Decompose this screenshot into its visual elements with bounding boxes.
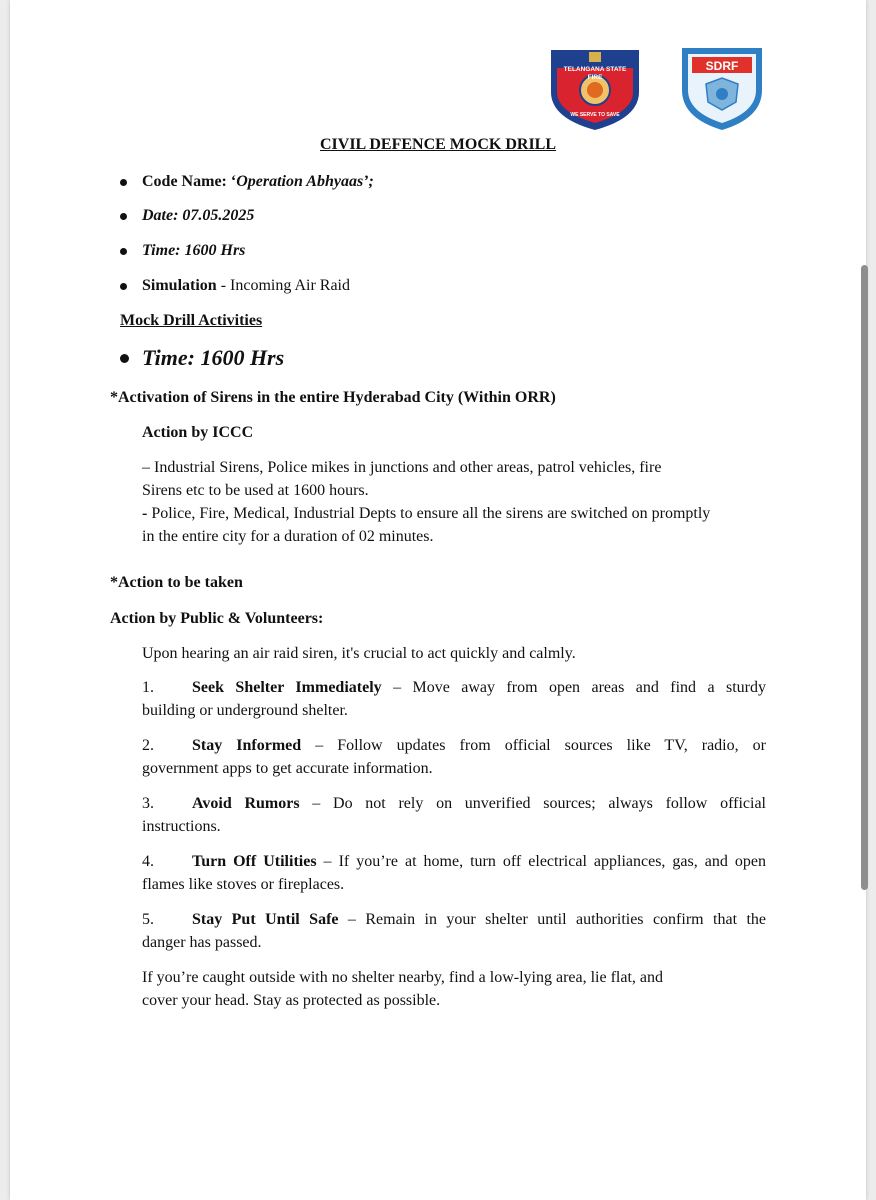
step-text: instructions. — [142, 818, 221, 835]
step-text: – Follow updates from official sources like TV, radio, or — [301, 737, 766, 754]
list-item — [142, 679, 766, 727]
bullet-dot — [120, 213, 127, 220]
iccc-line: in the entire city for a duration of 02 minutes. — [142, 528, 434, 545]
simulation-label: Simulation — [142, 277, 217, 294]
closing-line: If you’re caught outside with no shelter nearby, find a low-lying area, lie flat, and — [142, 969, 664, 986]
document-title: CIVIL DEFENCE MOCK DRILL — [319, 136, 557, 153]
list-item — [142, 911, 766, 959]
logo-text: SDRF — [705, 59, 739, 73]
step-text: building or underground shelter. — [142, 702, 348, 719]
iccc-line — [142, 505, 710, 523]
scrollbar[interactable] — [861, 265, 868, 890]
simulation-value: - Incoming Air Raid — [216, 277, 350, 294]
step-text: danger has passed. — [142, 934, 262, 951]
date-text: Date: 07.05.2025 — [142, 207, 255, 224]
logo-text: FIRE — [587, 74, 603, 81]
mock-drill-heading: Mock Drill Activities — [120, 312, 263, 329]
logo-text: WE SERVE TO SAVE — [570, 112, 620, 118]
bullet-dot — [120, 179, 127, 186]
code-name-label: Code Name: ‘ — [142, 173, 237, 190]
list-item — [142, 853, 766, 901]
step-title: Stay Put Until Safe — [192, 911, 339, 928]
step-text: – Do not rely on unverified sources; always follow official — [299, 795, 766, 812]
iccc-line-text: Police, Fire, Medical, Industrial Depts to ensure all the sirens are switched on promptly — [151, 505, 711, 522]
step-number: 4. — [142, 853, 154, 870]
step-text: flames like stoves or fireplaces. — [142, 876, 345, 893]
logo-text: TELANGANA STATE — [563, 66, 627, 73]
step-title: Stay Informed — [192, 737, 302, 754]
step-number: 3. — [142, 795, 154, 812]
activation-heading: *Activation of Sirens in the entire Hyderabad City (Within ORR) — [110, 389, 556, 406]
list-item — [142, 795, 766, 843]
time-text: Time: 1600 Hrs — [142, 242, 246, 259]
sdrf-logo — [678, 40, 766, 132]
step-title: Turn Off Utilities — [192, 853, 317, 870]
step-text: – Remain in your shelter until authorities confirm that the — [338, 911, 766, 928]
code-name-value: Operation Abhyaas’; — [236, 173, 374, 190]
step-number: 5. — [142, 911, 154, 928]
intro-text: Upon hearing an air raid siren, it's crucial to act quickly and calmly. — [142, 645, 576, 662]
bullet-dot — [120, 248, 127, 255]
step-text: government apps to get accurate information. — [142, 760, 433, 777]
step-text: – If you’re at home, turn off electrical appliances, gas, and open — [316, 853, 766, 870]
document-page — [10, 0, 866, 1200]
public-heading: Action by Public & Volunteers: — [110, 610, 324, 627]
dash: - — [142, 505, 152, 522]
big-time-text: Time: 1600 Hrs — [142, 345, 285, 370]
step-title: Avoid Rumors — [192, 795, 300, 812]
list-item — [142, 737, 766, 785]
step-number: 2. — [142, 737, 154, 754]
iccc-line: Sirens etc to be used at 1600 hours. — [142, 482, 369, 499]
bullet-dot — [120, 283, 127, 290]
closing-line: cover your head. Stay as protected as possible. — [142, 992, 441, 1009]
action-taken-heading: *Action to be taken — [110, 574, 243, 591]
step-title: Seek Shelter Immediately — [192, 679, 382, 696]
telangana-fire-logo — [545, 40, 645, 132]
bullet-dot — [120, 354, 129, 363]
step-number: 1. — [142, 679, 154, 696]
step-text: – Move away from open areas and find a sturdy — [381, 679, 766, 696]
iccc-line: – Industrial Sirens, Police mikes in junctions and other areas, patrol vehicles, fire — [142, 459, 662, 476]
action-by-iccc: Action by ICCC — [142, 424, 254, 441]
